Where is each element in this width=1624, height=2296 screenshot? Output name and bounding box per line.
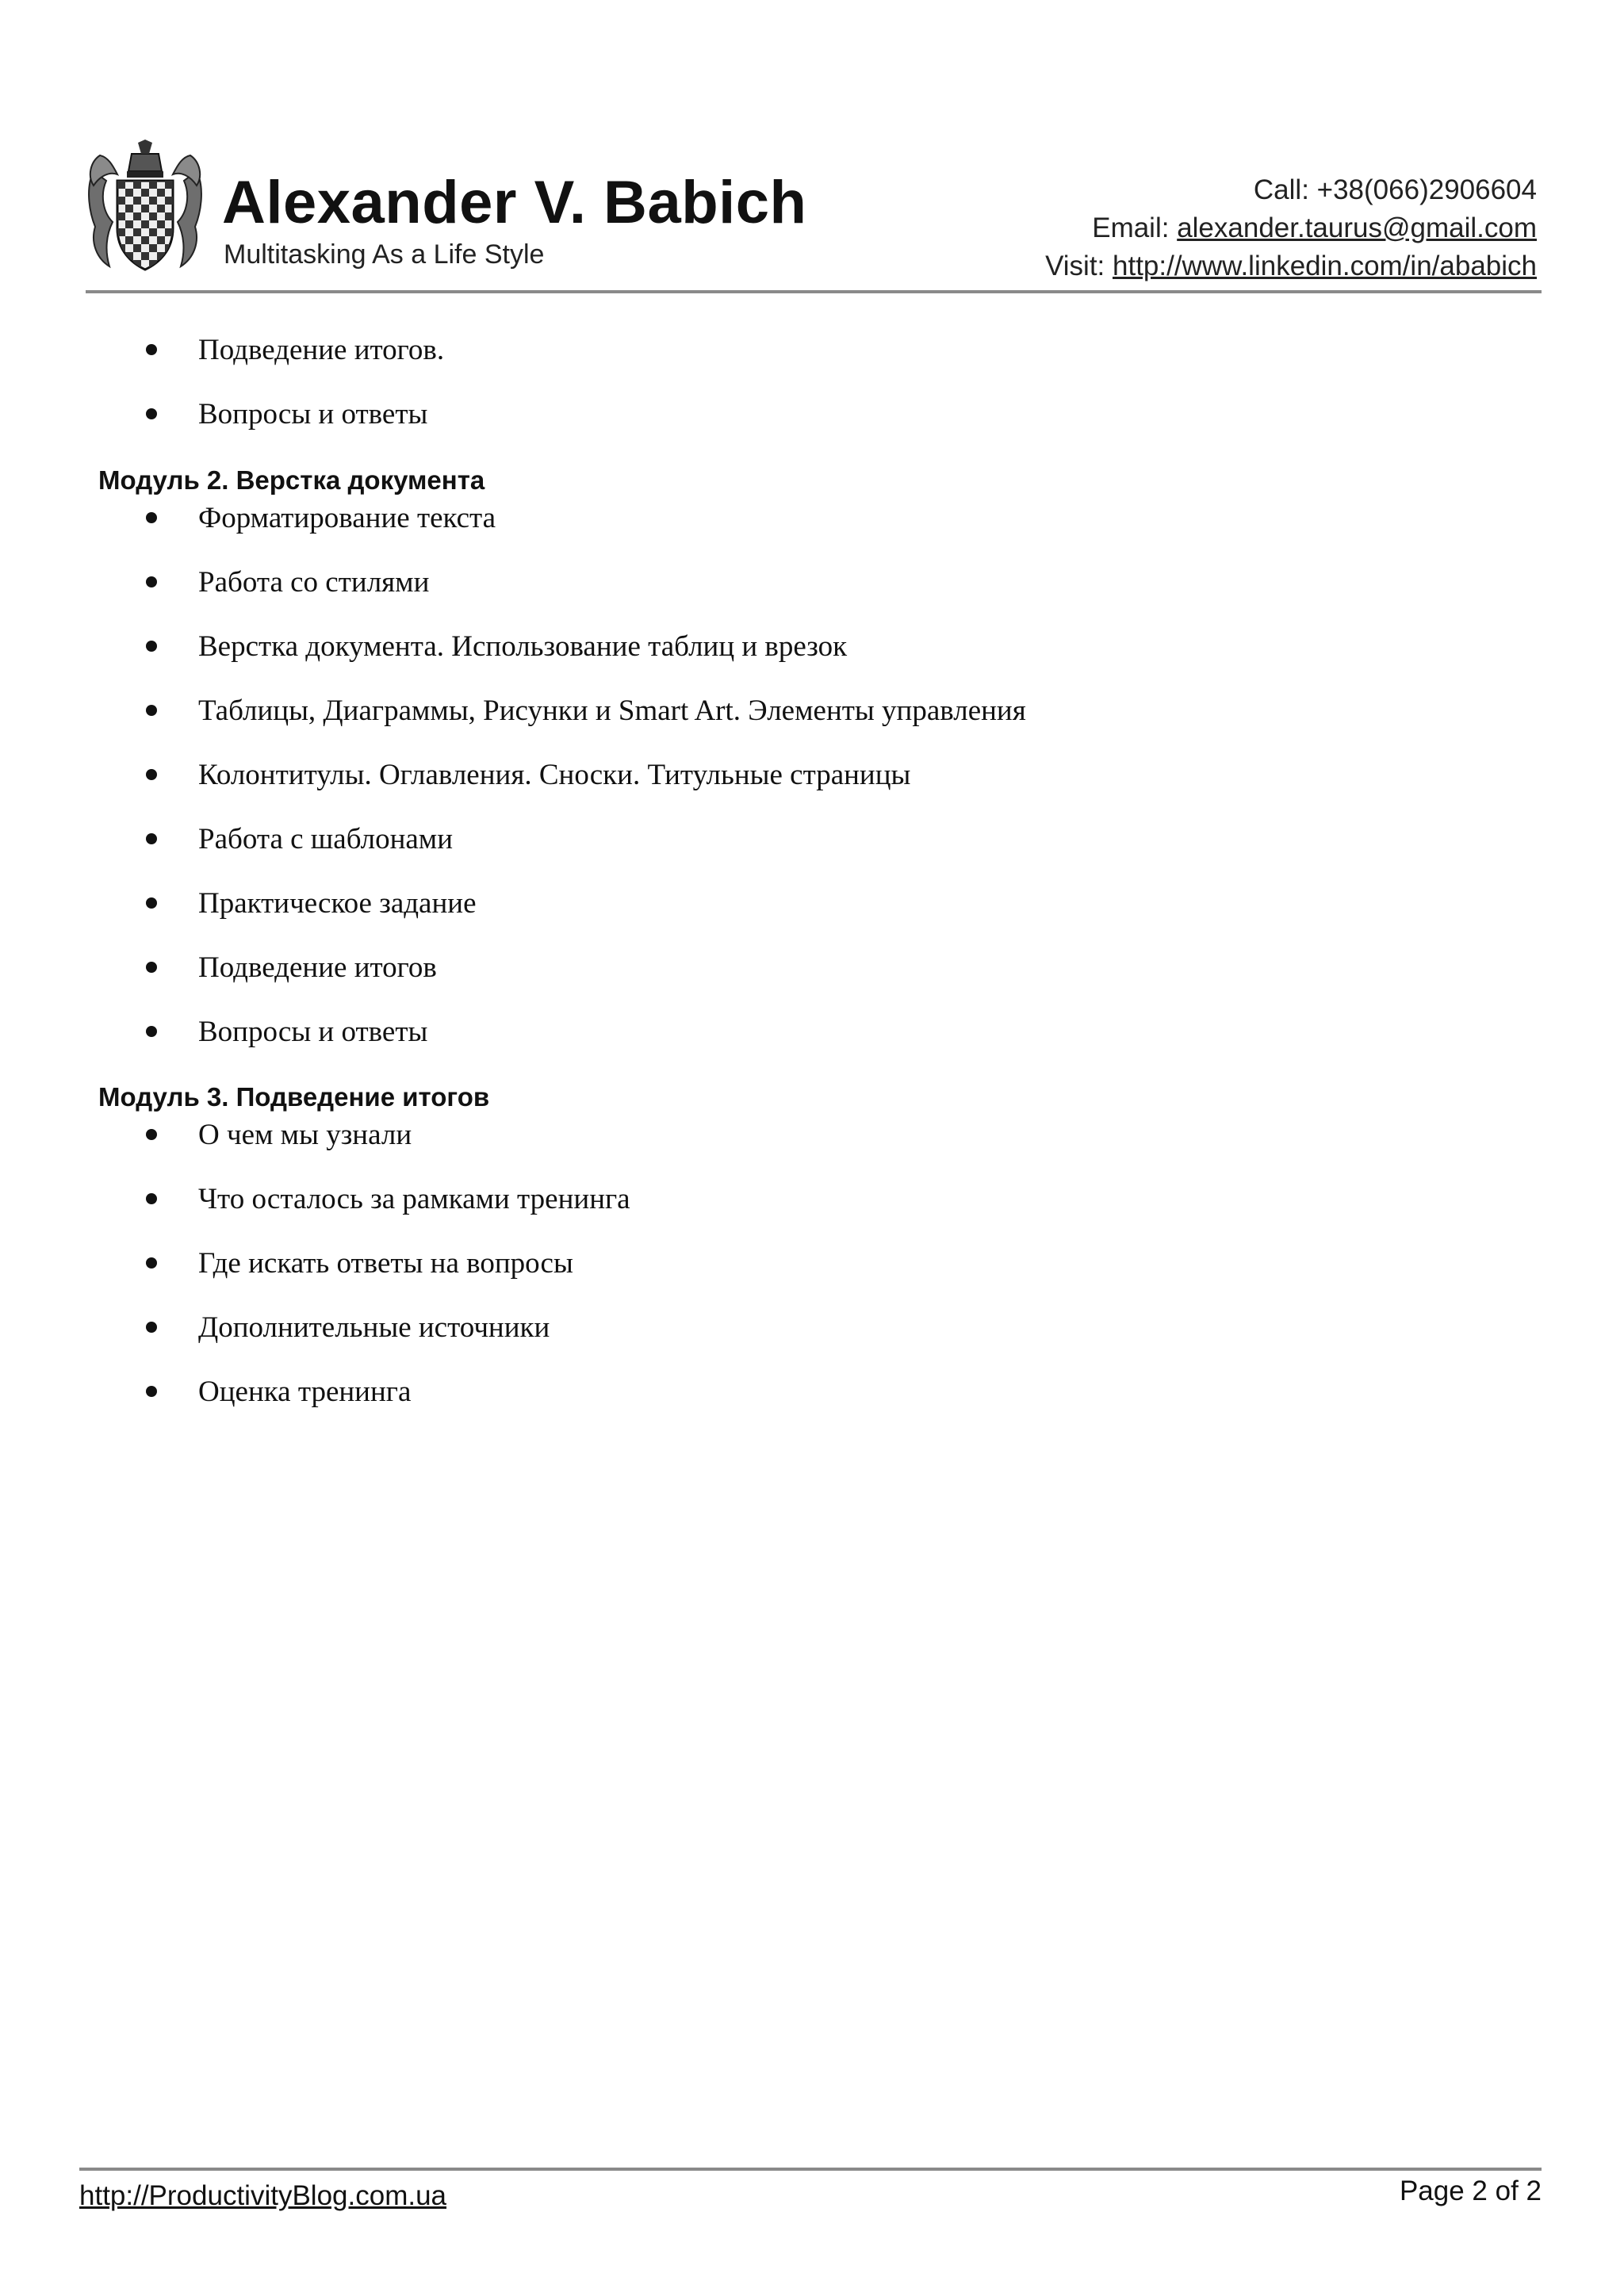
list-item: О чем мы узнали bbox=[98, 1118, 630, 1153]
section-module-2 bbox=[98, 465, 1026, 1079]
bullet-icon bbox=[146, 962, 157, 973]
phone-label: Call: bbox=[1253, 174, 1317, 205]
bullet-icon bbox=[146, 769, 157, 780]
list-item: Таблицы, Диаграммы, Рисунки и Smart Art. Элементы управления bbox=[98, 694, 1026, 729]
author-name: Alexander V. Babich bbox=[222, 169, 807, 236]
bullet-list bbox=[98, 333, 444, 432]
list-item: Практическое задание bbox=[98, 886, 1026, 921]
author-tagline: Multitasking As a Life Style bbox=[224, 239, 545, 270]
bullet-list bbox=[98, 1118, 630, 1410]
list-item: Где искать ответы на вопросы bbox=[98, 1246, 630, 1281]
page-header bbox=[86, 135, 1542, 292]
linkedin-line bbox=[1045, 247, 1537, 285]
contact-block bbox=[1045, 171, 1537, 285]
linkedin-link[interactable]: http://www.linkedin.com/in/ababich bbox=[1113, 251, 1537, 281]
section-module-1-tail bbox=[98, 333, 444, 461]
list-item: Что осталось за рамками тренинга bbox=[98, 1182, 630, 1217]
list-item: Форматирование текста bbox=[98, 501, 1026, 536]
list-item: Дополнительные источники bbox=[98, 1311, 630, 1345]
phone-line bbox=[1045, 171, 1537, 209]
list-item: Подведение итогов. bbox=[98, 333, 444, 368]
module-heading: Модуль 2. Верстка документа bbox=[98, 465, 485, 495]
bullet-icon bbox=[146, 1322, 157, 1333]
list-item: Колонтитулы. Оглавления. Сноски. Титульные страницы bbox=[98, 758, 1026, 793]
section-module-3 bbox=[98, 1082, 630, 1439]
bullet-icon bbox=[146, 408, 157, 419]
bullet-icon bbox=[146, 576, 157, 587]
list-item: Подведение итогов bbox=[98, 951, 1026, 985]
bullet-icon bbox=[146, 705, 157, 716]
module-heading: Модуль 3. Подведение итогов bbox=[98, 1082, 490, 1112]
list-item: Вопросы и ответы bbox=[98, 1015, 1026, 1050]
list-item: Вопросы и ответы bbox=[98, 397, 444, 432]
page-number: Page 2 of 2 bbox=[1399, 2175, 1542, 2206]
footer-divider bbox=[79, 2168, 1542, 2171]
bullet-icon bbox=[146, 897, 157, 909]
bullet-icon bbox=[146, 833, 157, 844]
bullet-icon bbox=[146, 344, 157, 355]
list-item: Работа с шаблонами bbox=[98, 822, 1026, 857]
list-item: Работа со стилями bbox=[98, 565, 1026, 600]
bullet-icon bbox=[146, 641, 157, 652]
bullet-icon bbox=[146, 1386, 157, 1397]
bullet-icon bbox=[146, 512, 157, 523]
visit-label: Visit: bbox=[1045, 251, 1113, 281]
blog-link[interactable]: http://ProductivityBlog.com.ua bbox=[79, 2180, 446, 2211]
coat-of-arms-icon bbox=[86, 140, 205, 274]
email-label: Email: bbox=[1092, 212, 1178, 243]
phone-value: +38(066)2906604 bbox=[1316, 174, 1537, 205]
email-line bbox=[1045, 209, 1537, 247]
email-link[interactable]: alexander.taurus@gmail.com bbox=[1177, 212, 1537, 243]
bullet-icon bbox=[146, 1026, 157, 1037]
bullet-list bbox=[98, 501, 1026, 1050]
bullet-icon bbox=[146, 1193, 157, 1204]
bullet-icon bbox=[146, 1257, 157, 1269]
list-item: Оценка тренинга bbox=[98, 1375, 630, 1410]
header-divider bbox=[86, 290, 1542, 293]
list-item: Верстка документа. Использование таблиц и врезок bbox=[98, 629, 1026, 664]
bullet-icon bbox=[146, 1129, 157, 1140]
